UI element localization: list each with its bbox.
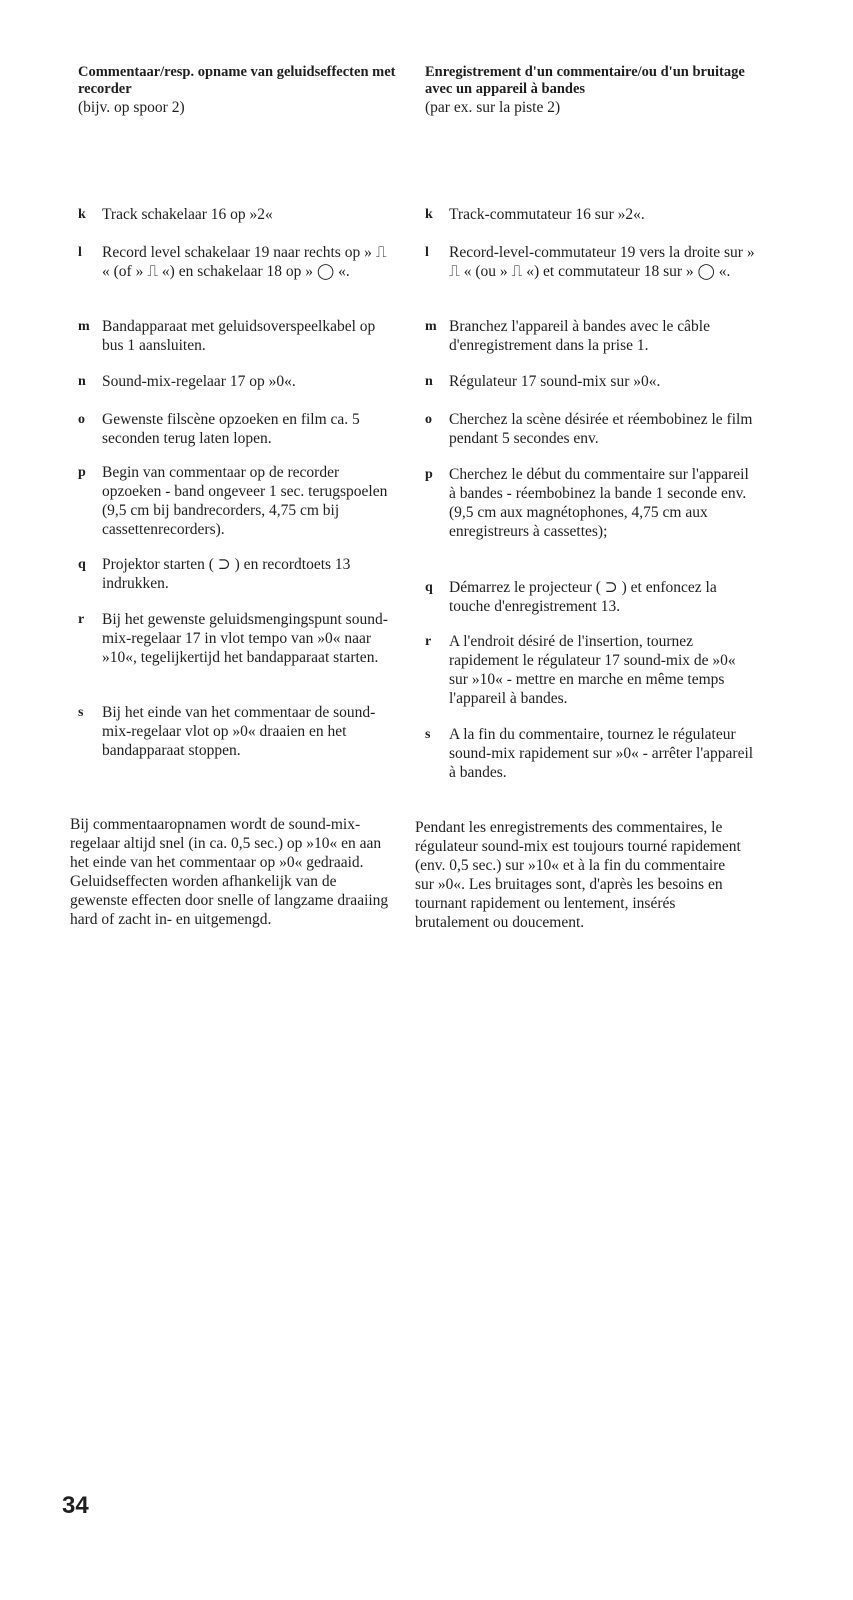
- step-letter: l: [78, 245, 82, 260]
- heading-dutch: [78, 64, 398, 117]
- step-letter: p: [78, 465, 86, 480]
- subtitle-dutch: (bijv. op spoor 2): [78, 99, 185, 116]
- step-letter: m: [78, 319, 90, 334]
- step-text: Gewenste filscène opzoeken en film ca. 5 seconden terug laten lopen.: [102, 411, 360, 447]
- note-text-french: Pendant les enregistrements des commentaires, le régulateur sound-mix est toujours tourné rapidement (env. 0,5 sec.) sur »10« et à la fin du commentaire sur »0«. Les bruitages sont, d'après les besoins en tournant rapidement ou lentement, insérés brutalement ou doucement.: [415, 819, 741, 931]
- step-letter: q: [78, 557, 86, 572]
- step-letter: o: [425, 412, 432, 427]
- step-fr-p: [425, 465, 755, 541]
- step-text: Track-commutateur 16 sur »2«.: [449, 206, 645, 223]
- step-fr-o: [425, 410, 755, 448]
- step-text: Bandapparaat met geluidsoverspeelkabel op bus 1 aansluiten.: [102, 318, 376, 354]
- step-nl-m: [78, 317, 398, 355]
- step-fr-s: [425, 725, 755, 782]
- step-nl-l: [78, 243, 398, 281]
- step-letter: k: [425, 207, 433, 222]
- title-french: Enregistrement d'un commentaire/ou d'un bruitage avec un appareil à bandes: [425, 64, 745, 97]
- step-text: Cherchez le début du commentaire sur l'appareil à bandes - réembobinez la bande 1 seconde env. (9,5 cm aux magnétophones, 4,75 cm aux enregistreurs à cassettes);: [449, 466, 749, 540]
- step-text: A la fin du commentaire, tournez le régulateur sound-mix rapidement sur »0« - arrêter l'appareil à bandes.: [449, 726, 754, 781]
- step-nl-p: [78, 463, 398, 539]
- step-letter: o: [78, 412, 85, 427]
- step-text: Démarrez le projecteur ( ⊃ ) et enfoncez la touche d'enregistrement 13.: [449, 579, 717, 615]
- step-text: Sound-mix-regelaar 17 op »0«.: [102, 373, 296, 390]
- step-text: Cherchez la scène désirée et réembobinez le film pendant 5 secondes env.: [449, 411, 753, 447]
- title-dutch: Commentaar/resp. opname van geluidseffecten met recorder: [78, 64, 396, 97]
- step-text: Begin van commentaar op de recorder opzoeken - band ongeveer 1 sec. terugspoelen (9,5 cm bij bandrecorders, 4,75 cm bij cassettenrecorders).: [102, 464, 388, 538]
- step-fr-l: [425, 243, 755, 281]
- step-nl-r: [78, 610, 398, 667]
- step-letter: m: [425, 319, 437, 334]
- step-text: Record-level-commutateur 19 vers la droite sur » ⎍ « (ou » ⎍ «) et commutateur 18 sur » ◯ «.: [449, 244, 755, 280]
- step-letter: l: [425, 245, 429, 260]
- step-nl-o: [78, 410, 398, 448]
- step-text: Record level schakelaar 19 naar rechts op » ⎍ « (of » ⎍ «) en schakelaar 18 op » ◯ «.: [102, 244, 387, 280]
- page-number: 34: [62, 1492, 89, 1519]
- step-nl-s: [78, 703, 398, 760]
- step-letter: q: [425, 580, 433, 595]
- step-letter: s: [425, 727, 431, 742]
- step-letter: n: [78, 374, 86, 389]
- step-fr-q: [425, 578, 755, 616]
- step-nl-n: [78, 372, 398, 391]
- step-fr-k: [425, 205, 755, 224]
- step-fr-n: [425, 372, 755, 391]
- step-text: Bij het gewenste geluidsmengingspunt sound-mix-regelaar 17 in vlot tempo van »0« naar »10«, tegelijkertijd het bandapparaat starten.: [102, 611, 388, 666]
- step-text: A l'endroit désiré de l'insertion, tournez rapidement le régulateur 17 sound-mix de »0« sur »10« - mettre en marche en même temps l'appareil à bandes.: [449, 633, 736, 707]
- step-letter: n: [425, 374, 433, 389]
- step-fr-r: [425, 632, 755, 708]
- step-nl-k: [78, 205, 398, 224]
- step-letter: s: [78, 705, 84, 720]
- step-fr-m: [425, 317, 755, 355]
- step-text: Branchez l'appareil à bandes avec le câble d'enregistrement dans la prise 1.: [449, 318, 710, 354]
- step-letter: p: [425, 467, 433, 482]
- step-text: Track schakelaar 16 op »2«: [102, 206, 273, 223]
- subtitle-french: (par ex. sur la piste 2): [425, 99, 561, 116]
- step-text: Bij het einde van het commentaar de sound-mix-regelaar vlot op »0« draaien en het bandapparaat stoppen.: [102, 704, 376, 759]
- step-text: Régulateur 17 sound-mix sur »0«.: [449, 373, 661, 390]
- step-letter: k: [78, 207, 86, 222]
- step-letter: r: [78, 612, 85, 627]
- step-nl-q: [78, 555, 398, 593]
- note-text-dutch: Bij commentaaropnamen wordt de sound-mix-regelaar altijd snel (in ca. 0,5 sec.) op »10« en aan het einde van het commentaar op »0« gedraaid. Geluidseffecten worden afhankelijk van de gewenste effecten door snelle of langzame draaiing hard of zacht in- en uitgemengd.: [70, 816, 389, 928]
- step-letter: r: [425, 634, 432, 649]
- step-text: Projektor starten ( ⊃ ) en recordtoets 13 indrukken.: [102, 556, 351, 592]
- heading-french: [425, 64, 755, 117]
